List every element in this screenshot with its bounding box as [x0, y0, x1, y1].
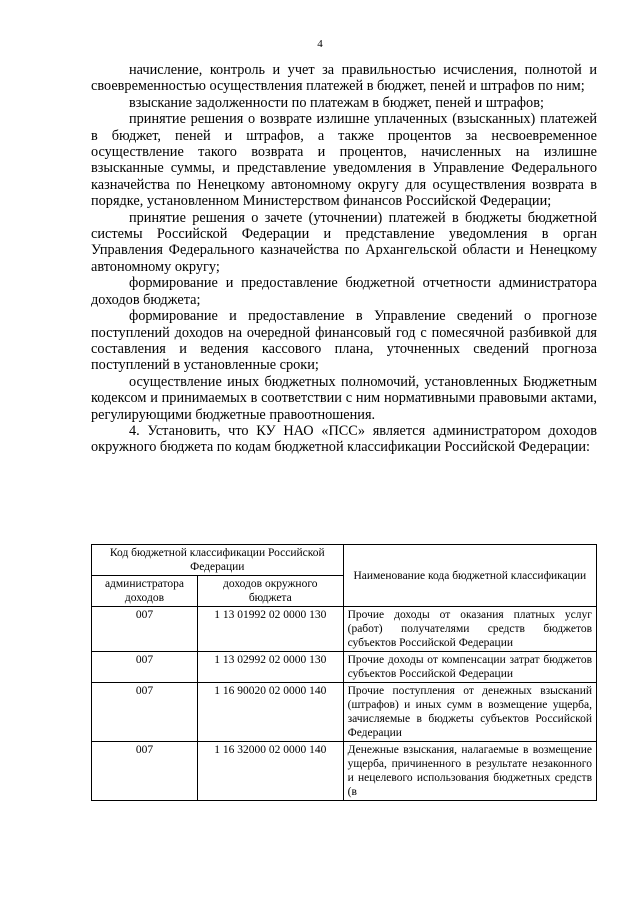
paragraph: начисление, контроль и учет за правильностью исчисления, полнотой и своевременностью осуществления платежей в бюджет, пеней и штрафов по ним; [91, 62, 597, 95]
paragraph: принятие решения о возврате излишне уплаченных (взысканных) платежей в бюджет, пеней и штрафов, а также процентов за несвоевременное осуществление такого возврата и процентов, начисленных на излишне взысканные суммы, и представление уведомления в Управление Федерального казначейства по Ненецкому автономному округу для осуществления возврата в порядке, установленном Министерством финансов Российской Федерации; [91, 111, 597, 210]
paragraph: принятие решения о зачете (уточнении) платежей в бюджеты бюджетной системы Российской Федерации и представление уведомления в орган Управления Федерального казначейства по Архангельской области и Ненецкому автономному округу; [91, 209, 597, 275]
code-name-cell: Прочие поступления от денежных взысканий (штрафов) и иных сумм в возмещение ущерба, зачисляемые в бюджеты субъектов Российской Федерации [343, 683, 596, 742]
paragraph: взыскание задолженности по платежам в бюджет, пеней и штрафов; [129, 94, 544, 111]
paragraph: 4. Установить, что КУ НАО «ПСС» является администратором доходов окружного бюджета по кодам бюджетной классификации Российской Федерации: [91, 422, 597, 456]
admin-code-cell: 007 [92, 652, 198, 683]
page-number: 4 [317, 38, 323, 50]
code-name-cell: Прочие доходы от оказания платных услуг (работ) получателями средств бюджетов субъектов Российской Федерации [343, 607, 596, 652]
table-row [92, 742, 597, 801]
table-header-income: доходов окружного бюджета [197, 576, 343, 607]
paragraph: осуществление иных бюджетных полномочий, установленных Бюджетным кодексом и принимаемых в соответствии с ним нормативными правовыми актами, регулирующими бюджетные правоотношения. [91, 373, 597, 423]
table-row [92, 652, 597, 683]
code-name-cell: Прочие доходы от компенсации затрат бюджетов субъектов Российской Федерации [343, 652, 596, 683]
budget-classification-table [91, 544, 597, 801]
paragraph: формирование и предоставление бюджетной отчетности администратора доходов бюджета; [91, 275, 597, 308]
table-header-group: Код бюджетной классификации Российской Федерации [92, 545, 344, 576]
income-code-cell: 1 13 02992 02 0000 130 [197, 652, 343, 683]
income-code-cell: 1 16 32000 02 0000 140 [197, 742, 343, 801]
table-row [92, 607, 597, 652]
admin-code-cell: 007 [92, 683, 198, 742]
table-row [92, 683, 597, 742]
admin-code-cell: 007 [92, 607, 198, 652]
document-body [91, 62, 597, 456]
paragraph: формирование и предоставление в Управление сведений о прогнозе поступлений доходов на очередной финансовый год с помесячной разбивкой для составления и ведения кассового плана, уточненных сведений прогноза поступлений в установленные сроки; [91, 308, 597, 374]
income-code-cell: 1 16 90020 02 0000 140 [197, 683, 343, 742]
table-header-name: Наименование кода бюджетной классификации [343, 545, 596, 607]
admin-code-cell: 007 [92, 742, 198, 801]
income-code-cell: 1 13 01992 02 0000 130 [197, 607, 343, 652]
code-name-cell: Денежные взыскания, налагаемые в возмещение ущерба, причиненного в результате незаконного и нецелевого использования бюджетных средств (в [343, 742, 596, 801]
table-header-admin: администратора доходов [92, 576, 198, 607]
